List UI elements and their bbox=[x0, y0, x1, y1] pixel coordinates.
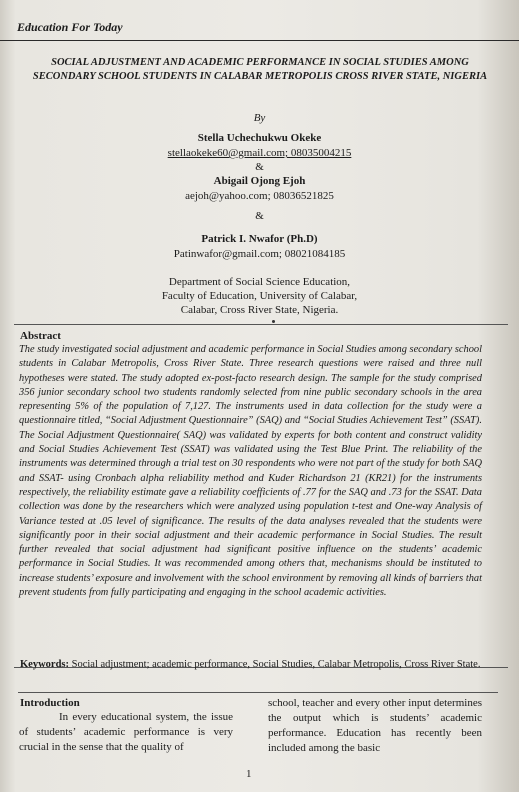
introduction-right-column: school, teacher and every other input determines the output which is students’ academic performance. Education has recently been included among the basic bbox=[268, 697, 482, 754]
journal-name: Education For Today bbox=[17, 20, 123, 34]
author2-name: Abigail Ojong Ejoh bbox=[213, 175, 306, 187]
author3-contact: Patinwafor@gmail.com; 08021084185 bbox=[173, 248, 346, 260]
author1-name: Stella Uchechukwu Okeke bbox=[197, 132, 322, 144]
keywords-label: Keywords: bbox=[20, 659, 69, 670]
abstract-text: The study investigated social adjustment and academic performance in Social Studies among secondary school students in Calabar Metropolis, Cross River State. Three research questions were raised and three null hypotheses were stated. The study adopted ex-post-facto research design. The sample for the study comprised 356 junior secondary school two students randomly selected from nine public secondary schools in the area representing 5% of the population of 7,127. The instruments used in data collection for the study were a questionnaire titled, “Social Adjustment Questionnaire” (SAQ) and “Social Studies Achievement Test” (SSAT). The Social Adjustment Questionnaire( SAQ) was validated by experts for both content and construct validity and Social Studies Achievement Test (SSAT) was validated using the Test Blue Print. The reliability of the instruments was determined through a trial test on 30 respondents who were not part of the study for both SAQ and SSAT- using Cronbach alpha reliability method and Kuder Richardson 21 (KR21) for the instruments respectively, the reliability estimate gave a reliability coefficients of .77 for the SAQ and .73 for the SSAT. Data collection was done by the researchers which were analyzed using population t-test and One-way Analysis of Variance tested at .05 level of significance. The results of the data analyses revealed that the students were significantly poor in their social adjustment and their academic performance in Social Studies. The result further revealed that social adjustment had significant positive influence on the students’ academic performance in Social Studies. It was recommended among others that, mechanisms should be instituted to increase students’ exposure and involvement with the school environment by removing all kinds of barriers that prevent students from fully participating and engaging in the school academic activities. bbox=[19, 344, 482, 599]
introduction-left-column: In every educational system, the issue of students’ academic performance is very crucial in the sense that the quality of bbox=[19, 711, 233, 753]
stray-dot bbox=[272, 320, 275, 323]
by-line: By bbox=[253, 112, 266, 124]
author1-contact: stellaokeke60@gmail.com; 08035004215 bbox=[167, 147, 352, 159]
affiliation-line-2: Faculty of Education, University of Calabar, bbox=[161, 290, 358, 302]
keywords-text: Social adjustment; academic performance, Social Studies, Calabar Metropolis, Cross River State. bbox=[71, 659, 481, 670]
section-divider bbox=[18, 692, 498, 693]
paper-title: SOCIAL ADJUSTMENT AND ACADEMIC PERFORMANCE IN SOCIAL STUDIES AMONG SECONDARY SCHOOL STUDENTS IN CALABAR METROPOLIS CROSS RIVER STATE, NIGERIA bbox=[32, 57, 488, 82]
introduction-heading: Introduction bbox=[20, 697, 80, 709]
affiliation-line-1: Department of Social Science Education, bbox=[168, 276, 351, 288]
ampersand-1: & bbox=[255, 161, 264, 173]
abstract-heading: Abstract bbox=[20, 330, 61, 342]
page-number: 1 bbox=[246, 768, 252, 780]
affiliation-line-3: Calabar, Cross River State, Nigeria. bbox=[180, 304, 339, 316]
ampersand-2: & bbox=[255, 210, 264, 222]
author2-contact: aejoh@yahoo.com; 08036521825 bbox=[185, 190, 334, 202]
author3-name: Patrick I. Nwafor (Ph.D) bbox=[201, 233, 318, 245]
keywords bbox=[20, 657, 490, 672]
